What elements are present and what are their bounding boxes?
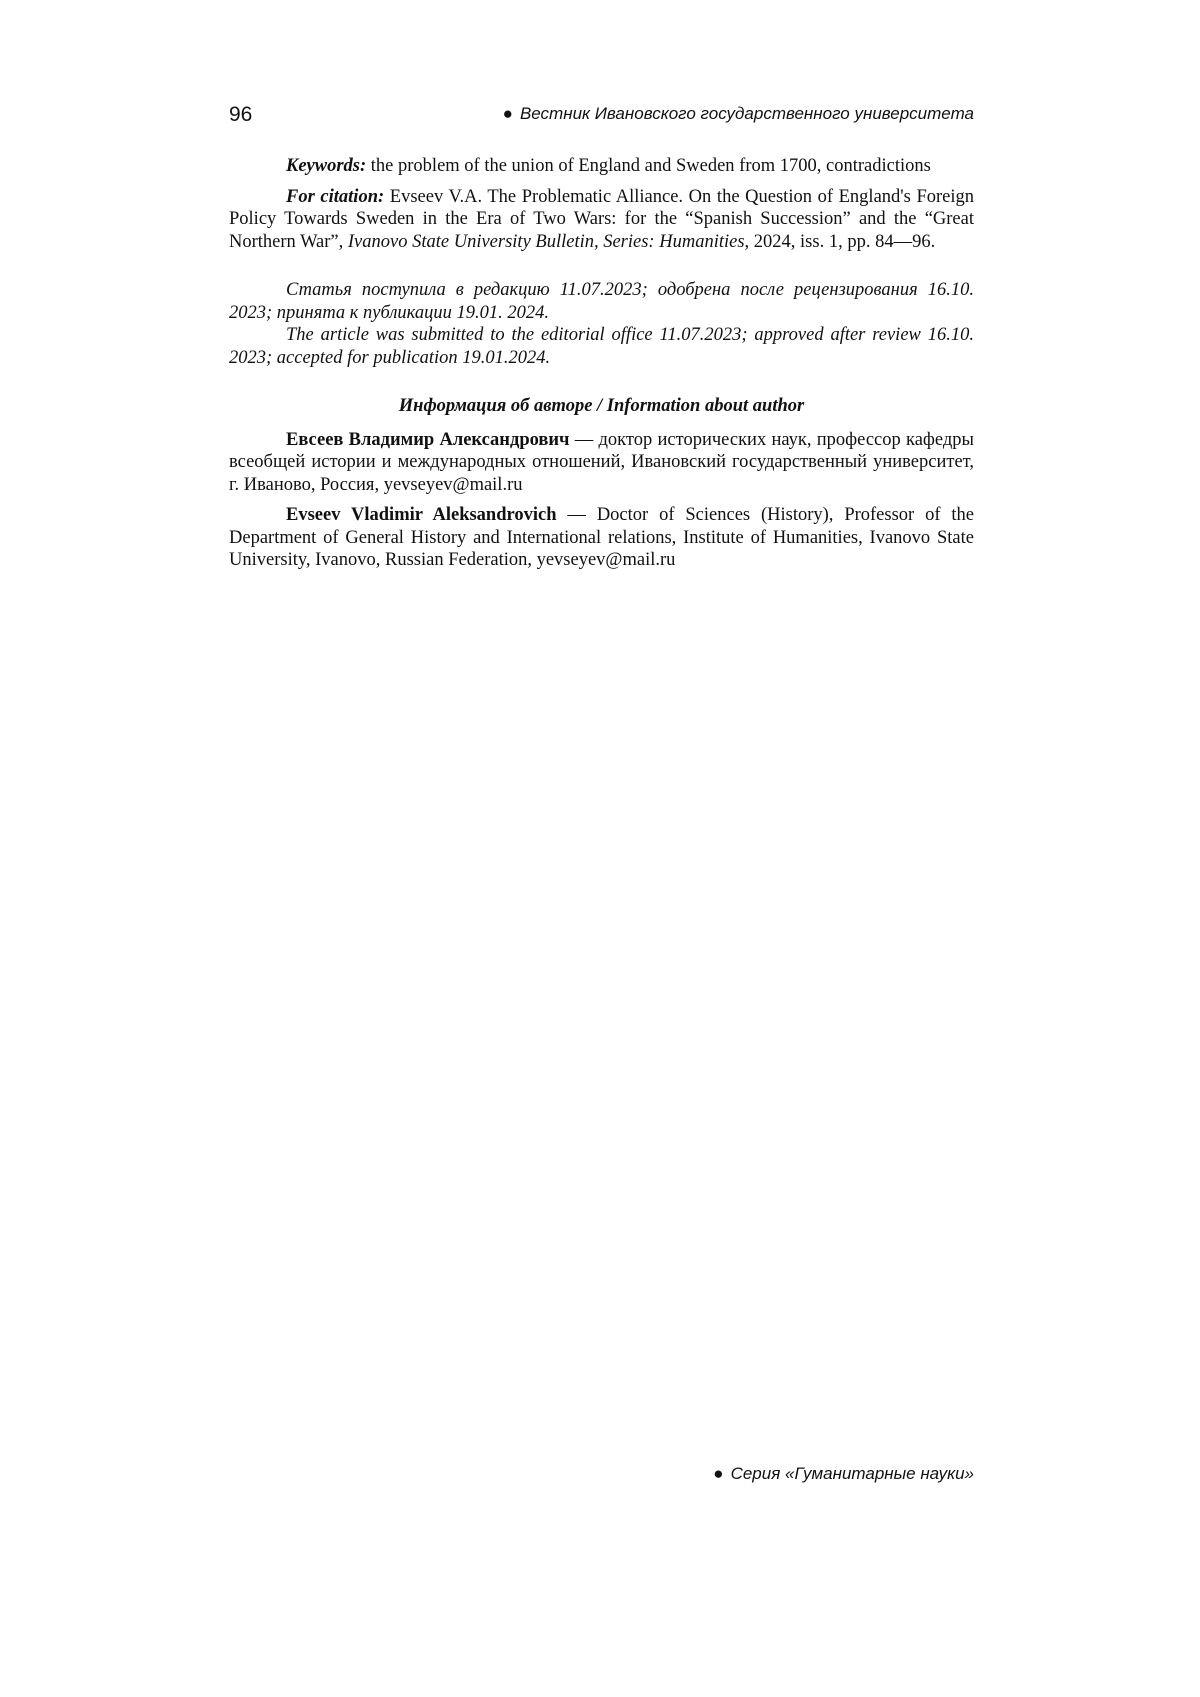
page-number: 96 — [229, 103, 253, 126]
citation-journal: Ivanovo State University Bulletin, Series: Humanities — [347, 231, 745, 252]
citation-label: For citation: — [286, 186, 385, 207]
bullet-icon: ● — [713, 1464, 724, 1483]
article-content — [229, 155, 974, 580]
citation-paragraph — [229, 186, 974, 254]
keywords-paragraph — [229, 155, 974, 178]
author-name-ru: Евсеев Владимир Александрович — [286, 429, 570, 450]
citation-text-end: , 2024, iss. 1, pp. 84—96. — [744, 231, 936, 252]
running-foot — [713, 1464, 974, 1484]
author-info-ru — [229, 429, 974, 497]
dates-ru: Статья поступила в редакцию 11.07.2023; одобрена после рецензирования 16.10. 2023; принята к публикации 19.01. 2024. — [229, 280, 974, 323]
keywords-text: the problem of the union of England and Sweden from 1700, contradictions — [366, 156, 931, 176]
running-head — [503, 104, 974, 124]
citation-text: Evseev V.A. The Problematic Alliance. On the Question of England's Foreign Policy Towards Sweden in the Era of Two Wars: for the “Spanish Succession” and the “Great Northern War”, — [229, 186, 974, 252]
dates-en: The article was submitted to the editorial office 11.07.2023; approved after review 16.10. 2023; accepted for publication 19.01.2024. — [229, 325, 974, 368]
journal-title: Вестник Ивановского государственного университета — [519, 104, 974, 123]
series-title: Серия «Гуманитарные науки» — [730, 1464, 974, 1483]
spacer — [229, 377, 974, 395]
keywords-label: Keywords: — [286, 156, 367, 176]
author-info-en — [229, 504, 974, 572]
author-details-en: — Doctor of Sciences (History), Professor of the Department of General History and International relations, Institute of Humanities, Ivanovo State University, Ivanovo, Russian Federation, yevseyev@mail.ru — [229, 505, 974, 570]
author-section-title: Информация об авторе / Information about author — [398, 396, 805, 416]
bullet-icon: ● — [502, 104, 513, 123]
spacer — [229, 261, 974, 279]
author-details-ru: — доктор исторических наук, профессор кафедры всеобщей истории и международных отношений, Ивановский государственный университет, г. Иваново, Россия, yevseyev@mail.ru — [229, 429, 974, 495]
author-name-en: Evseev Vladimir Aleksandrovich — [286, 505, 557, 525]
